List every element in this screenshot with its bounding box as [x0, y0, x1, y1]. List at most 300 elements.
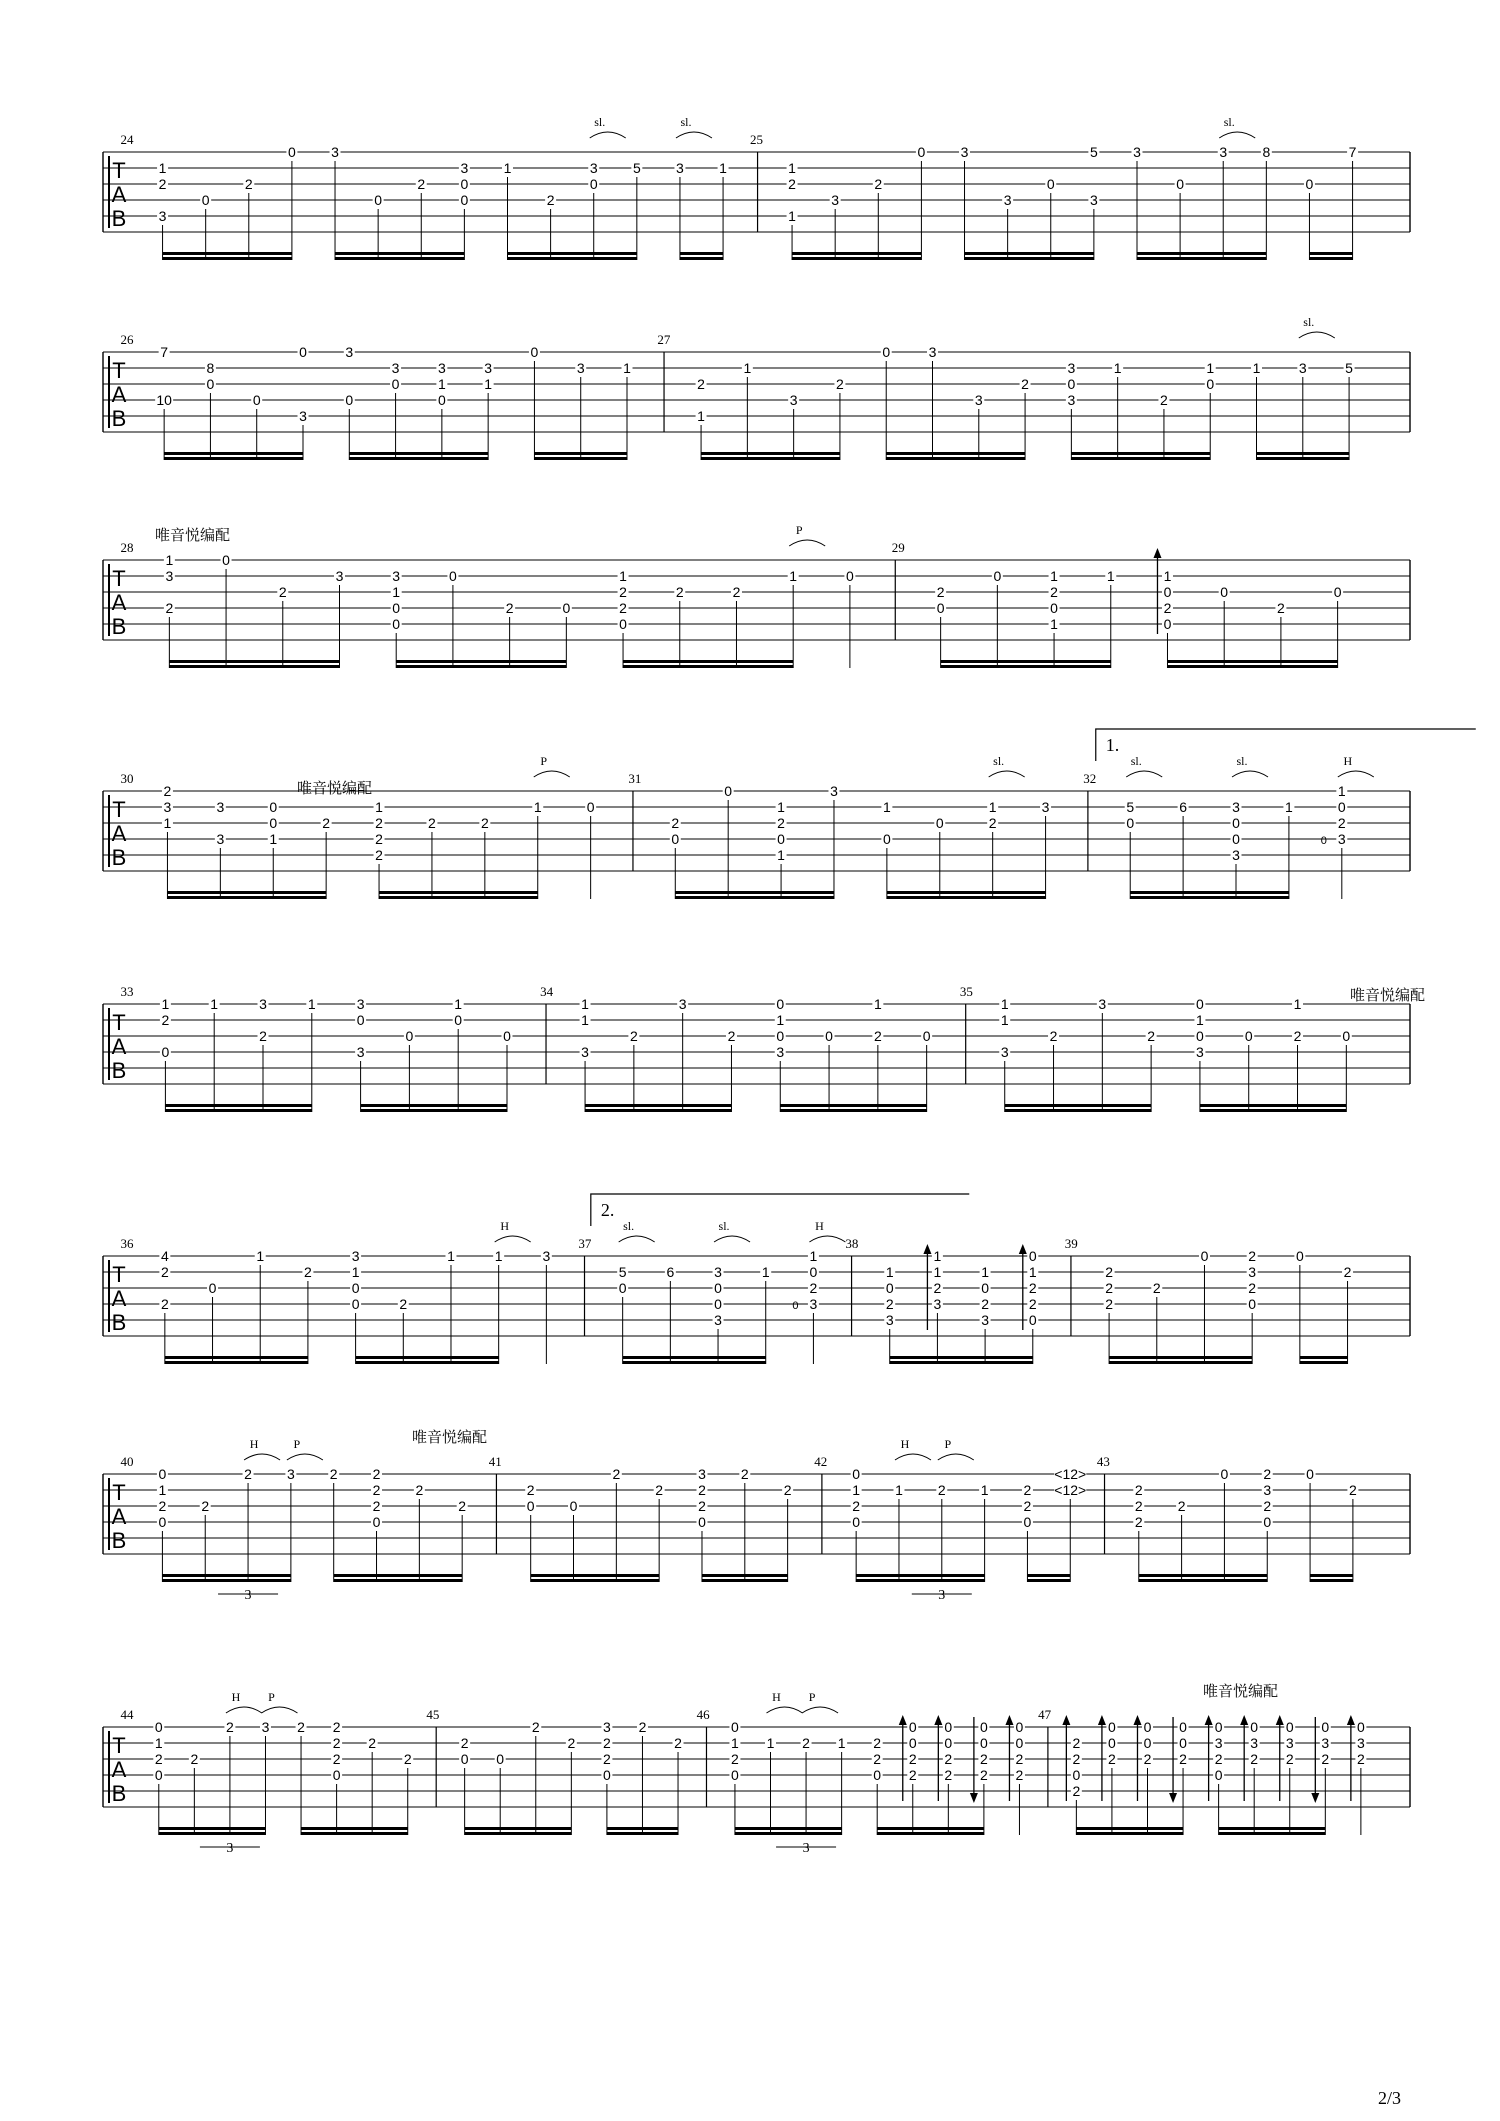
tab-note-column	[268, 799, 279, 899]
fret-number: 1	[980, 1482, 989, 1498]
beam	[465, 1832, 572, 1835]
fret-number: 3	[356, 996, 365, 1012]
tab-note-column	[713, 1219, 751, 1364]
technique-label: sl.	[718, 1219, 730, 1233]
tab-note-column	[159, 1248, 170, 1364]
fret-number: 2	[190, 1751, 199, 1767]
fret-number: 1	[1163, 568, 1172, 584]
tab-clef-letter: A	[111, 1034, 127, 1059]
fret-number: 2	[777, 815, 785, 831]
slur-arc	[789, 540, 825, 546]
fret-number: 0	[1143, 1735, 1152, 1751]
beam	[334, 1574, 462, 1577]
beam	[1300, 1361, 1348, 1364]
fret-number: 3	[589, 160, 598, 176]
fret-number: 0	[1214, 1719, 1223, 1735]
tab-note-column	[1049, 568, 1060, 668]
fret-number: 1	[789, 568, 798, 584]
fret-number: 2	[1337, 815, 1346, 831]
fret-number: 2	[329, 1466, 338, 1482]
strum-down-icon	[1311, 1793, 1319, 1803]
beam	[1310, 1579, 1353, 1582]
strum-up-icon	[1019, 1244, 1027, 1254]
tab-note-column	[1199, 1248, 1210, 1364]
fret-number: 2	[526, 1482, 535, 1498]
tab-note-column	[495, 1751, 506, 1835]
beam	[1076, 1827, 1183, 1830]
tab-clef-letter: T	[112, 1480, 126, 1505]
beam	[1310, 1574, 1353, 1577]
slur-arc	[1338, 771, 1374, 777]
strum-down-icon	[1169, 1793, 1177, 1803]
tab-note-column	[628, 1028, 639, 1112]
fret-number: 2	[697, 376, 705, 392]
watermark-text: 唯音悦编配	[297, 779, 373, 797]
tab-note-column	[1294, 1248, 1305, 1364]
fret-number: 1	[981, 1264, 990, 1280]
fret-number: 0	[586, 799, 595, 815]
fret-number: 1	[1337, 783, 1346, 799]
beam	[675, 891, 834, 894]
fret-number: 0	[852, 1466, 861, 1482]
tab-note-column	[1104, 1264, 1115, 1364]
tab-note-column	[344, 344, 355, 460]
tab-note-column	[729, 1719, 740, 1835]
fret-number: 3	[1250, 1735, 1259, 1751]
fret-number: 3	[581, 1044, 589, 1060]
tab-system	[103, 1428, 1410, 1603]
measure-number: 36	[120, 1236, 134, 1251]
tab-note-column	[1178, 799, 1189, 899]
fret-number: 0	[201, 192, 210, 208]
beam	[735, 1827, 842, 1830]
fret-number: 1	[777, 847, 785, 863]
fret-number: 2	[1105, 1280, 1113, 1296]
fret-number: 2	[372, 1482, 381, 1498]
beam	[1309, 252, 1352, 255]
beam	[1005, 1104, 1151, 1107]
tab-note-column	[787, 160, 798, 260]
fret-number: 0	[1067, 376, 1076, 392]
tab-note-column	[1218, 115, 1256, 260]
fret-number: 3	[351, 1248, 360, 1264]
fret-number: 2	[1293, 1028, 1302, 1044]
fret-number: 0	[618, 1280, 627, 1296]
fret-number: 0	[873, 1767, 882, 1783]
slur-arc	[534, 771, 570, 777]
beam	[301, 1832, 408, 1835]
measure-number: 28	[120, 540, 134, 555]
slur-arc	[287, 1454, 323, 1460]
fret-number: 0	[454, 1012, 463, 1028]
fret-number: 1	[454, 996, 463, 1012]
fret-number: 1	[1206, 360, 1215, 376]
fret-number: 1	[503, 160, 512, 176]
fret-number: 1	[161, 996, 170, 1012]
fret-number: 2	[1263, 1466, 1272, 1482]
technique-label: sl.	[1223, 115, 1235, 129]
slur-arc	[1232, 771, 1268, 777]
fret-number: 2	[655, 1482, 664, 1498]
beam	[965, 252, 1094, 255]
fret-number: 2	[297, 1719, 305, 1735]
fret-number: 0	[1214, 1767, 1223, 1783]
fret-number: 3	[1041, 799, 1050, 815]
fret-number: 0	[1220, 584, 1229, 600]
tab-system	[103, 1682, 1410, 1856]
tab-note-column	[611, 1466, 622, 1582]
technique-label: sl.	[1130, 754, 1142, 768]
tab-note-column	[1292, 996, 1303, 1112]
tab-note-column	[723, 783, 734, 899]
fret-number: 0	[1028, 1248, 1037, 1264]
tab-note-column	[834, 376, 845, 460]
technique-label: sl.	[993, 754, 1005, 768]
tab-note-column	[215, 799, 226, 899]
strum-up-icon	[1240, 1715, 1248, 1725]
fret-number: 1	[743, 360, 752, 376]
tab-note-column	[585, 799, 596, 899]
fret-number: 1	[392, 584, 401, 600]
tab-note-column	[447, 568, 458, 668]
measure-number: 39	[1064, 1236, 1078, 1251]
beam	[1167, 665, 1337, 668]
fret-number: 0	[222, 552, 230, 568]
tab-note-column	[739, 1466, 750, 1582]
beam	[1071, 457, 1210, 460]
fret-number: 3	[809, 1296, 818, 1312]
tab-clef-letter: B	[111, 845, 127, 870]
fret-number: 2	[732, 584, 741, 600]
fret-number: 2	[629, 1028, 638, 1044]
fret-number: 0	[1143, 1719, 1152, 1735]
tab-note-column	[277, 584, 288, 668]
fret-number: 1	[581, 1012, 589, 1028]
beam	[702, 1574, 788, 1577]
strum-up-icon	[934, 1715, 942, 1725]
fret-number: 2	[731, 1751, 739, 1767]
fret-number: 2	[1356, 1751, 1365, 1767]
beam	[1200, 1109, 1346, 1112]
fret-number: 2	[160, 1264, 169, 1280]
beam	[162, 1579, 290, 1582]
tab-clef-letter: T	[112, 1733, 126, 1758]
beam	[702, 1579, 788, 1582]
tab-note-column	[402, 1751, 413, 1835]
tab-note-column	[416, 176, 427, 260]
tab-note-column	[541, 1248, 552, 1364]
fret-number: 3	[1298, 360, 1307, 376]
fret-number: 1	[1106, 568, 1115, 584]
technique-label: sl.	[1303, 315, 1315, 329]
beam	[169, 665, 339, 668]
fret-number: 2	[836, 376, 844, 392]
fret-number: 0	[882, 344, 891, 360]
tab-note-column	[731, 584, 742, 668]
fret-number: 0	[1163, 616, 1172, 632]
beam	[349, 452, 488, 455]
technique-label: P	[268, 1690, 275, 1704]
tab-note-column	[1332, 584, 1343, 668]
fret-number: 1	[837, 1735, 846, 1751]
tab-note-column	[824, 1028, 835, 1112]
fret-number: 2	[675, 584, 684, 600]
fret-number: 1	[1293, 996, 1302, 1012]
fret-number: 2	[873, 1751, 882, 1767]
measure-number: 40	[120, 1454, 134, 1469]
tab-note-column	[979, 1482, 990, 1582]
technique-label: H	[500, 1219, 510, 1233]
fret-number: 2	[1028, 1280, 1037, 1296]
tab-note-column	[205, 360, 216, 460]
fret-number: 0	[269, 815, 278, 831]
fret-number: 0	[460, 176, 469, 192]
fret-number: 1	[895, 1482, 903, 1498]
beam	[169, 660, 339, 663]
fret-number: 0	[935, 815, 944, 831]
tab-clef-letter: A	[111, 1757, 127, 1782]
tab-note-column	[580, 996, 591, 1112]
tab-system	[103, 315, 1410, 460]
tab-note-column	[493, 1219, 531, 1364]
fret-number: 1	[1000, 1012, 1009, 1028]
beam	[379, 896, 538, 899]
fret-number: 1	[882, 799, 891, 815]
fret-number: 0	[158, 1466, 167, 1482]
fret-number: 0	[885, 1280, 894, 1296]
tab-note-column	[334, 568, 345, 668]
measure-number: 27	[657, 332, 671, 347]
volta-bracket	[1096, 729, 1476, 761]
beam	[164, 452, 303, 455]
fret-number: 0	[356, 1012, 365, 1028]
strum-up-icon	[1098, 1715, 1106, 1725]
fret-number: 1	[437, 376, 446, 392]
fret-number: 1	[1113, 360, 1122, 376]
fret-number: 2	[944, 1751, 953, 1767]
slur-arc	[1219, 132, 1255, 138]
fret-number: 0	[374, 192, 383, 208]
fret-number: 3	[714, 1312, 722, 1328]
fret-number: 0	[460, 1751, 469, 1767]
strum-up-icon	[1133, 1715, 1141, 1725]
fret-number: 2	[937, 1482, 946, 1498]
tab-note-column	[1219, 1466, 1230, 1582]
fret-number: 1	[1000, 996, 1009, 1012]
tab-note-column	[355, 996, 366, 1112]
slur-arc	[676, 132, 712, 138]
measure-number: 47	[1038, 1707, 1052, 1722]
tab-note-column	[286, 144, 297, 260]
fret-number: 3	[933, 1296, 942, 1312]
tab-note-column	[302, 1264, 313, 1364]
tab-note-column	[255, 1248, 266, 1364]
fret-number: 2	[603, 1751, 611, 1767]
tab-note-column	[453, 996, 464, 1112]
tab-note-column	[568, 1498, 579, 1582]
tab-note-column	[1347, 144, 1358, 260]
tab-note-column	[921, 1028, 932, 1112]
technique-label: H	[772, 1690, 781, 1704]
tab-note-column	[617, 1219, 655, 1364]
beam	[1137, 252, 1266, 255]
fret-number: 1	[1028, 1264, 1037, 1280]
tab-note-column	[893, 1437, 931, 1582]
fret-number: 0	[852, 1514, 861, 1530]
fret-number: 0	[1108, 1735, 1116, 1751]
fret-number: 1	[158, 160, 167, 176]
fret-number: <12>	[1054, 1482, 1087, 1498]
fret-number: 0	[825, 1028, 833, 1044]
beam	[159, 1827, 266, 1830]
fret-number: 0	[1232, 815, 1240, 831]
beam	[167, 896, 326, 899]
tab-note-column	[391, 568, 402, 668]
tab-note-column	[674, 115, 712, 260]
fret-number: 2	[460, 1735, 469, 1751]
strum-up-icon	[1153, 548, 1161, 558]
fret-number: 2	[375, 815, 383, 831]
fret-number: 1	[484, 376, 493, 392]
tab-note-column	[1262, 1466, 1273, 1582]
tab-clef-letter: T	[112, 1010, 126, 1035]
fret-number: 0	[589, 176, 598, 192]
fret-number: 0	[714, 1296, 722, 1312]
fret-number: 0	[526, 1498, 535, 1514]
fret-number: 2	[1050, 584, 1058, 600]
fret-number: 2	[740, 1466, 749, 1482]
beam	[396, 665, 566, 668]
fret-number: 0	[161, 1044, 170, 1060]
fret-number: <12>	[1054, 1466, 1087, 1482]
grace-note: 0	[1320, 835, 1327, 847]
strum-up-icon	[1205, 1715, 1213, 1725]
tab-note-column	[677, 996, 688, 1112]
fret-number: 0	[351, 1296, 360, 1312]
fret-number: 0	[1206, 376, 1215, 392]
fret-number: 3	[698, 1466, 706, 1482]
fret-number: 2	[885, 1296, 894, 1312]
tab-note-column	[1020, 376, 1031, 460]
fret-number: 3	[1263, 1482, 1272, 1498]
fret-number: 6	[666, 1264, 675, 1280]
fret-number: 3	[261, 1719, 270, 1735]
fret-number: 0	[1015, 1735, 1024, 1751]
tab-note-column	[1022, 1482, 1033, 1582]
beam	[1139, 1579, 1267, 1582]
tab-note-column	[980, 1264, 991, 1364]
fret-number: 2	[375, 831, 383, 847]
fret-number: 3	[1337, 831, 1346, 847]
tab-note-column	[696, 1466, 707, 1582]
fret-number: 2	[979, 1751, 988, 1767]
fret-number: 3	[484, 360, 493, 376]
fret-number: 2	[944, 1767, 953, 1783]
fret-number: 1	[788, 208, 796, 224]
fret-number: 0	[777, 831, 785, 847]
fret-number: 0	[1337, 799, 1346, 815]
measure-number: 24	[120, 132, 134, 147]
watermark-text: 唯音悦编配	[412, 1428, 488, 1446]
beam	[361, 1109, 507, 1112]
beam	[534, 457, 627, 460]
volta-bracket	[591, 1194, 969, 1226]
tab-note-column	[426, 815, 437, 899]
beam	[396, 660, 566, 663]
fret-number: 3	[830, 783, 838, 799]
measure-number: 31	[628, 771, 642, 786]
beam	[1137, 257, 1266, 260]
slur-arc	[619, 1236, 655, 1242]
tab-note-column	[1283, 799, 1294, 899]
tab-note-column	[459, 160, 470, 260]
tab-note-column	[251, 392, 262, 460]
fret-number: 2	[908, 1767, 917, 1783]
fret-number: 0	[724, 783, 733, 799]
fret-number: 3	[1232, 847, 1240, 863]
fret-number: 0	[1196, 1028, 1204, 1044]
tab-note-column	[390, 360, 401, 460]
fret-number: 0	[981, 1280, 990, 1296]
beam	[163, 252, 292, 255]
measure-number: 43	[1096, 1454, 1110, 1469]
fret-number: 1	[1285, 799, 1293, 815]
beam	[349, 457, 488, 460]
tab-note-column	[1131, 144, 1142, 260]
fret-number: 7	[160, 344, 169, 360]
fret-number: 10	[156, 392, 172, 408]
measure-number: 44	[120, 1707, 134, 1722]
fret-number: 0	[1179, 1719, 1187, 1735]
fret-number: 2	[165, 600, 174, 616]
technique-label: sl.	[680, 115, 692, 129]
fret-number: 3	[960, 144, 969, 160]
fret-number: 2	[368, 1735, 377, 1751]
fret-number: 3	[1214, 1735, 1223, 1751]
fret-number: 1	[809, 1248, 818, 1264]
fret-number: 3	[1196, 1044, 1204, 1060]
fret-number: 3	[1133, 144, 1141, 160]
watermark-text: 唯音悦编配	[1203, 1682, 1279, 1700]
strum-up-icon	[1276, 1715, 1284, 1725]
tab-note-column	[566, 1735, 577, 1835]
fret-number: 2	[332, 1735, 341, 1751]
tab-note-column	[851, 1466, 862, 1582]
slur-arc	[989, 771, 1025, 777]
strum-up-icon	[1062, 1715, 1070, 1725]
fret-number: 0	[979, 1719, 988, 1735]
measure-number: 35	[959, 984, 973, 999]
tab-clef-letter: T	[112, 1262, 126, 1287]
fret-number: 0	[714, 1280, 722, 1296]
measure-number: 30	[120, 771, 134, 786]
fret-number: 0	[1305, 176, 1314, 192]
tab-note-column	[374, 799, 385, 899]
tab-note-column	[1231, 754, 1269, 899]
tab-note-column	[296, 1719, 307, 1835]
fret-number: 0	[460, 192, 469, 208]
tab-note-column	[1176, 1498, 1187, 1582]
fret-number: 2	[158, 1498, 167, 1514]
fret-number: 1	[933, 1264, 942, 1280]
tab-note-column	[1088, 144, 1099, 260]
fret-number: 8	[1262, 144, 1271, 160]
tab-note-column	[483, 360, 494, 460]
fret-number: 2	[226, 1719, 234, 1735]
technique-label: sl.	[623, 1219, 635, 1233]
tab-note-column	[696, 376, 707, 460]
fret-number: 3	[165, 568, 174, 584]
